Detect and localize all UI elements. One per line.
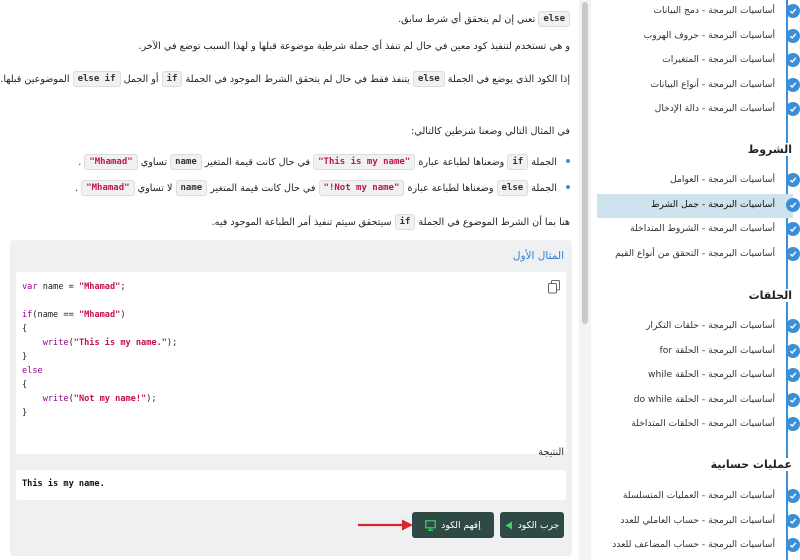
paragraph-text: هنا بما أن الشرط الموضوع في الجملة [418, 217, 570, 228]
annotation-arrow-icon [356, 518, 414, 532]
completed-check-icon [786, 417, 800, 431]
result-label: النتيجة [538, 447, 564, 458]
sidebar-lesson-label: أساسيات البرمجة - حساب المضاعف للعدد [612, 539, 775, 550]
bullet-else [75, 180, 570, 198]
try-code-label: جرب الكود [517, 519, 560, 531]
sidebar-lesson-item[interactable] [597, 364, 793, 388]
bullet-icon [566, 185, 570, 189]
sidebar-lesson-label: أساسيات البرمجة - حلقات التكرار [645, 320, 775, 331]
paragraph-text: . [78, 157, 82, 168]
example-panel [10, 240, 572, 556]
inline-code: if [395, 214, 416, 230]
sidebar-lesson-label: أساسيات البرمجة - دمج البيانات [653, 5, 775, 16]
sidebar-lesson-item[interactable] [597, 389, 793, 413]
completed-check-icon [786, 538, 800, 552]
paragraph-conclusion [212, 214, 570, 232]
inline-code: "Not my name!" [319, 180, 405, 196]
paragraph-text: وضعناها لطباعة عبارة [407, 183, 494, 194]
sidebar-lesson-label: أساسيات البرمجة - المتغيرات [662, 54, 775, 65]
inline-code: else [538, 11, 570, 27]
bullet-if [78, 154, 570, 172]
sidebar-lesson-label: أساسيات البرمجة - الشروط المتداخلة [630, 223, 775, 234]
paragraph-text: . [75, 183, 79, 194]
inline-code: if [162, 71, 183, 87]
paragraph-text: تساوي [140, 157, 168, 168]
completed-check-icon [786, 344, 800, 358]
completed-check-icon [786, 198, 800, 212]
completed-check-icon [786, 29, 800, 43]
completed-check-icon [786, 368, 800, 382]
paragraph-text: تعني إن لم يتحقق أي شرط سابق. [398, 14, 536, 25]
paragraph-else-condition [0, 71, 570, 89]
sidebar-lesson-item[interactable] [597, 534, 793, 558]
sidebar-lesson-item[interactable] [597, 510, 793, 534]
completed-check-icon [786, 78, 800, 92]
sidebar-lesson-label: أساسيات البرمجة - دالة الإدخال [654, 103, 775, 114]
paragraph-text: إذا الكود الذي يوضع في الجملة [447, 74, 570, 85]
sidebar-lesson-item[interactable] [597, 25, 793, 49]
copy-icon[interactable] [548, 280, 560, 294]
result-box [16, 470, 566, 500]
sidebar-section-heading: الحلقات [745, 289, 792, 302]
sidebar-lesson-item[interactable] [597, 485, 793, 509]
completed-check-icon [786, 247, 800, 261]
inline-code: else if [73, 71, 121, 87]
sidebar-lesson-label: أساسيات البرمجة - العوامل [670, 174, 775, 185]
paragraph-example-intro: في المثال التالي وضعنا شرطين كالتالي: [411, 126, 570, 137]
completed-check-icon [786, 102, 800, 116]
lessons-sidebar [591, 0, 800, 560]
completed-check-icon [786, 4, 800, 18]
sidebar-lesson-label: أساسيات البرمجة - الحلقة do while [633, 393, 775, 405]
sidebar-lesson-label: أساسيات البرمجة - أنواع البيانات [650, 78, 775, 90]
inline-code: else [497, 180, 529, 196]
paragraph-else-usage: و هي تستخدم لتنفيذ كود معين في حال لم تنفذ أي جملة شرطية موضوعة قبلها و لهذا السبب توضع في الآخر. [138, 41, 570, 52]
completed-check-icon [786, 489, 800, 503]
sidebar-section-heading: عمليات حسابية [707, 458, 792, 471]
example-title: المثال الأول [512, 250, 564, 262]
sidebar-lesson-label: أساسيات البرمجة - الحلقة for [659, 344, 775, 356]
paragraph-text: لا تساوي [137, 183, 173, 194]
sidebar-lesson-label: أساسيات البرمجة - الحلقة while [648, 369, 775, 380]
result-output: This is my name. [22, 479, 105, 489]
sidebar-lesson-label: أساسيات البرمجة - حروف الهروب [643, 29, 775, 41]
paragraph-text: وضعناها لطباعة عبارة [418, 157, 505, 168]
sidebar-lesson-item[interactable] [597, 194, 793, 218]
code-block [16, 272, 566, 454]
bullet-icon [566, 159, 570, 163]
inline-code: name [176, 180, 208, 196]
sidebar-lesson-label: أساسيات البرمجة - حساب العاملي للعدد [620, 514, 775, 526]
sidebar-lesson-item[interactable] [597, 169, 793, 193]
completed-check-icon [786, 393, 800, 407]
completed-check-icon [786, 319, 800, 333]
sidebar-lesson-item[interactable] [597, 218, 793, 242]
paragraph-text: الجملة [531, 183, 557, 194]
try-code-button[interactable] [500, 512, 564, 538]
paragraph-text: الموضوعين قبلها. [0, 74, 70, 85]
inline-code: if [507, 154, 528, 170]
play-icon [505, 521, 513, 530]
paragraph-text: في حال كانت قيمة المتغير [210, 183, 316, 194]
sidebar-section-heading: الشروط [744, 143, 792, 156]
explain-code-label: إفهم الكود [441, 519, 481, 531]
completed-check-icon [786, 173, 800, 187]
sidebar-lesson-label: أساسيات البرمجة - التحقق من أنواع القيم [615, 247, 775, 259]
sidebar-lesson-item[interactable] [597, 413, 793, 437]
paragraph-text: أو الجمل [123, 74, 159, 85]
sidebar-lesson-item[interactable] [597, 0, 793, 24]
explain-code-button[interactable] [412, 512, 494, 538]
completed-check-icon [786, 514, 800, 528]
sidebar-lesson-item[interactable] [597, 315, 793, 339]
sidebar-lesson-item[interactable] [597, 340, 793, 364]
code-listing: var name = "Mhamad"; if(name == "Mhamad") { write("This is my name."); } else { write("Not my name!"); } [22, 282, 178, 418]
article-scrollbar[interactable] [579, 0, 591, 560]
sidebar-lesson-item[interactable] [597, 74, 793, 98]
completed-check-icon [786, 222, 800, 236]
sidebar-lesson-item[interactable] [597, 98, 793, 122]
sidebar-lesson-label: أساسيات البرمجة - العمليات المتسلسلة [622, 490, 775, 501]
sidebar-lesson-label: أساسيات البرمجة - جمل الشرط [651, 198, 775, 210]
paragraph-text: الجملة [531, 157, 557, 168]
paragraph-text: في حال كانت قيمة المتغير [204, 157, 311, 168]
inline-code: name [170, 154, 202, 170]
sidebar-lesson-item[interactable] [597, 49, 793, 73]
scrollbar-thumb[interactable] [582, 2, 588, 324]
completed-check-icon [786, 53, 800, 67]
sidebar-lesson-label: أساسيات البرمجة - الحلقات المتداخلة [631, 418, 775, 429]
paragraph-else-meaning [398, 11, 570, 29]
explain-icon [425, 520, 436, 531]
paragraph-text: سيتحقق سيتم تنفيذ أمر الطباعة الموجود فيه. [211, 217, 392, 228]
sidebar-lesson-item[interactable] [597, 243, 793, 267]
inline-code: "This is my name" [313, 154, 415, 170]
inline-code: "Mhamad" [84, 154, 137, 170]
inline-code: else [413, 71, 445, 87]
paragraph-text: يتنفذ فقط في حال لم يتحقق الشرط الموجود في الجملة [185, 74, 410, 85]
inline-code: "Mhamad" [81, 180, 134, 196]
